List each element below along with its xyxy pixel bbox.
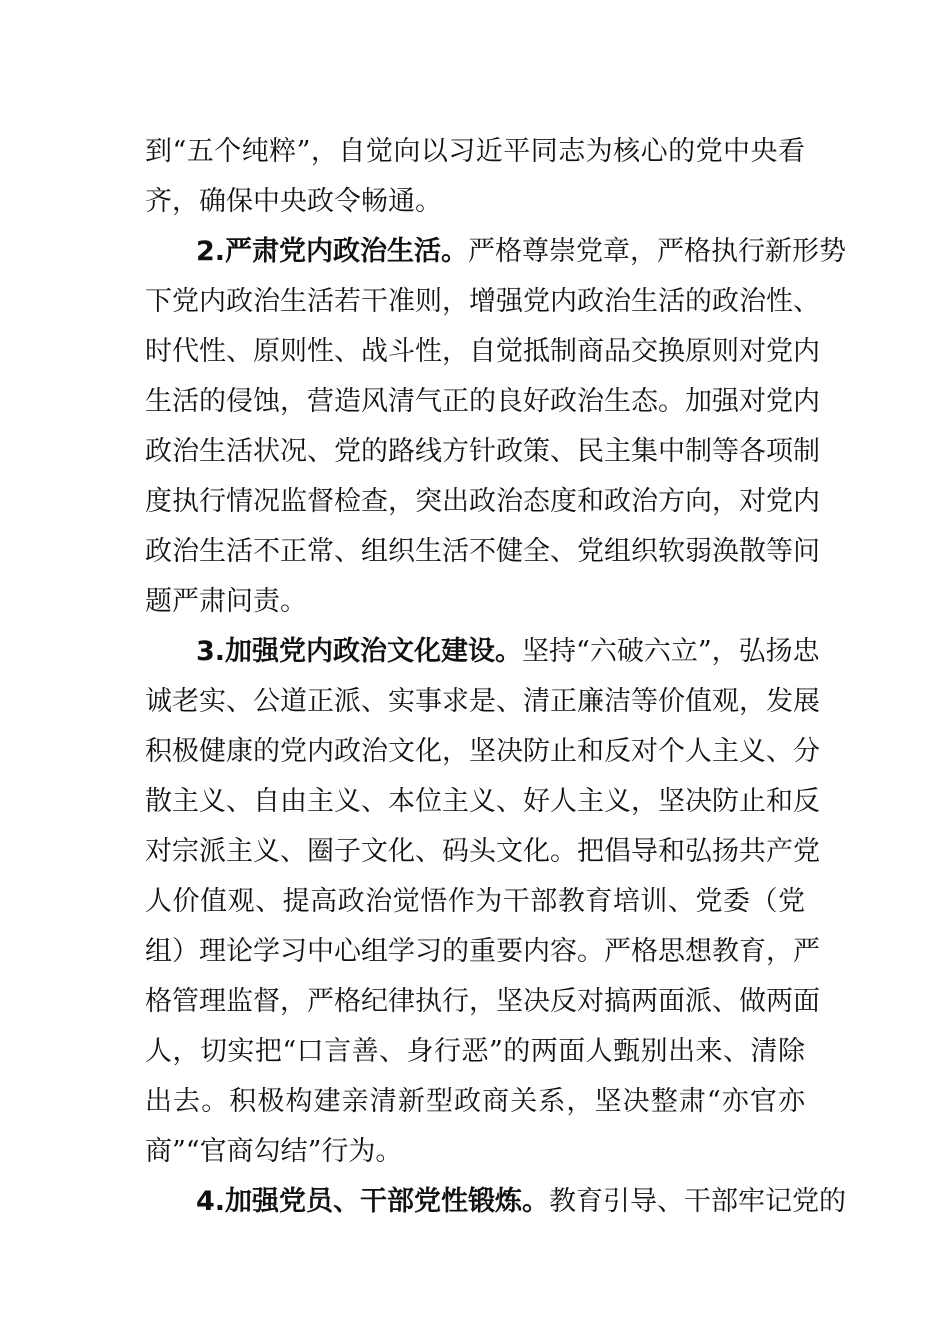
paragraph-2-line-3: 时代性、原则性、战斗性，自觉抵制商品交换原则对党内 bbox=[145, 336, 820, 367]
paragraph-4-line-1 bbox=[196, 1182, 847, 1222]
paragraph-1-line-1: 到“五个纯粹”，自觉向以习近平同志为核心的党中央看 bbox=[145, 136, 805, 167]
section-heading-4: 4.加强党员、干部党性锻炼。 bbox=[196, 1186, 550, 1217]
paragraph-2-line-2: 下党内政治生活若干准则，增强党内政治生活的政治性、 bbox=[145, 286, 820, 317]
paragraph-3-line-8: 格管理监督，严格纪律执行，坚决反对搞两面派、做两面 bbox=[145, 986, 820, 1017]
paragraph-3-line-6: 人价值观、提高政治觉悟作为干部教育培训、党委（党 bbox=[145, 886, 805, 917]
paragraph-3-line-2: 诚老实、公道正派、实事求是、清正廉洁等价值观，发展 bbox=[145, 686, 820, 717]
paragraph-2-line-8: 题严肃问责。 bbox=[145, 586, 307, 617]
paragraph-3-line-5: 对宗派主义、圈子文化、码头文化。把倡导和弘扬共产党 bbox=[145, 836, 820, 867]
paragraph-2-line-6: 度执行情况监督检查，突出政治态度和政治方向，对党内 bbox=[145, 486, 820, 517]
paragraph-3-line-3: 积极健康的党内政治文化，坚决防止和反对个人主义、分 bbox=[145, 736, 820, 767]
paragraph-2-line-1 bbox=[196, 232, 847, 272]
paragraph-3-line-11: 商”“官商勾结”行为。 bbox=[145, 1136, 403, 1167]
paragraph-2-first-text: 严格尊崇党章，严格执行新形势 bbox=[468, 236, 847, 267]
paragraph-3-line-1 bbox=[196, 632, 820, 672]
paragraph-3-line-10: 出去。积极构建亲清新型政商关系，坚决整肃“亦官亦 bbox=[145, 1086, 805, 1117]
paragraph-3-line-4: 散主义、自由主义、本位主义、好人主义，坚决防止和反 bbox=[145, 786, 820, 817]
paragraph-3-first-text: 坚持“六破六立”，弘扬忠 bbox=[522, 636, 820, 667]
section-heading-2: 2.严肃党内政治生活。 bbox=[196, 236, 469, 267]
paragraph-2-line-7: 政治生活不正常、组织生活不健全、党组织软弱涣散等问 bbox=[145, 536, 820, 567]
paragraph-2-line-4: 生活的侵蚀，营造风清气正的良好政治生态。加强对党内 bbox=[145, 386, 820, 417]
section-heading-3: 3.加强党内政治文化建设。 bbox=[196, 636, 523, 667]
paragraph-1-line-2: 齐，确保中央政令畅通。 bbox=[145, 186, 442, 217]
paragraph-3-line-9: 人，切实把“口言善、身行恶”的两面人甄别出来、清除 bbox=[145, 1036, 805, 1067]
paragraph-2-line-5: 政治生活状况、党的路线方针政策、民主集中制等各项制 bbox=[145, 436, 820, 467]
paragraph-4-first-text: 教育引导、干部牢记党的 bbox=[549, 1186, 847, 1217]
paragraph-3-line-7: 组）理论学习中心组学习的重要内容。严格思想教育，严 bbox=[145, 936, 820, 967]
